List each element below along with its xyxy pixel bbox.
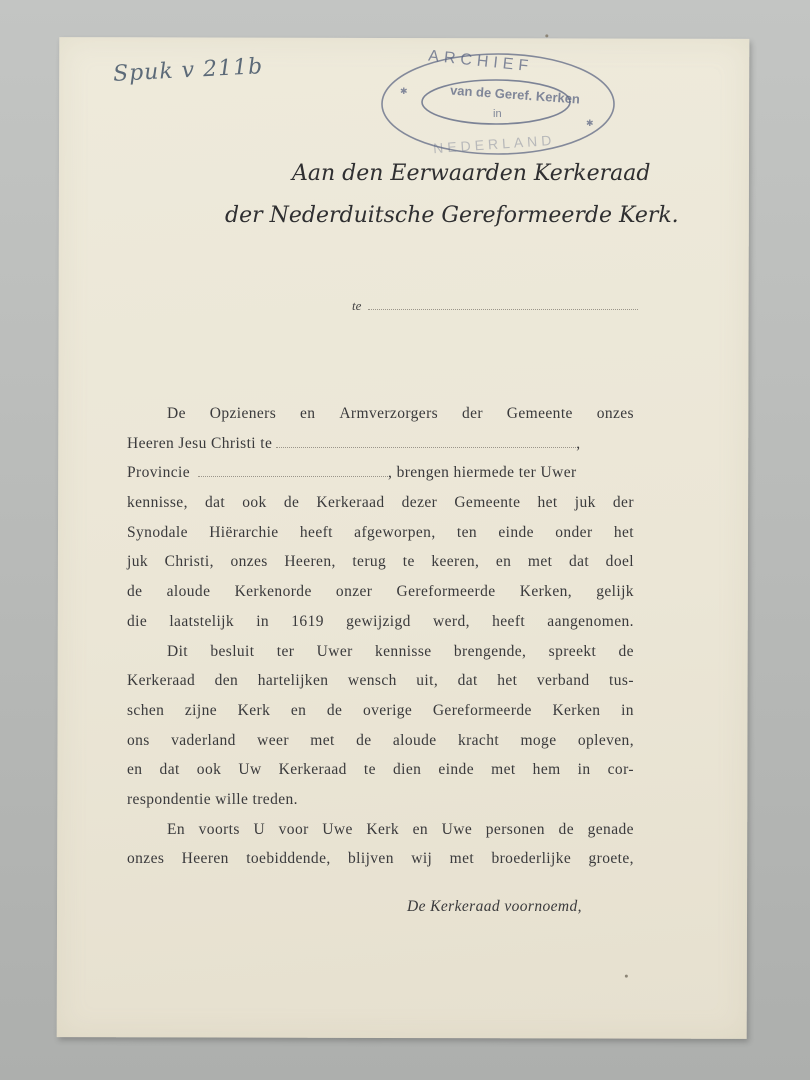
word: tus-: [609, 672, 634, 690]
word: personen: [485, 820, 545, 838]
word: schen: [127, 701, 165, 719]
word: de: [558, 820, 574, 838]
word: werd,: [433, 612, 470, 630]
word: met: [449, 850, 475, 868]
word: Kerken,: [519, 583, 573, 601]
place-label: te: [352, 298, 362, 313]
text-line: [127, 488, 634, 518]
place-blank: [368, 309, 638, 310]
word: onzer: [335, 583, 373, 601]
handwritten-archive-reference: Spuk v 211b: [112, 54, 264, 87]
word: Uwe: [441, 820, 473, 838]
address-line-1: Aan den Eerwaarden Kerkeraad: [292, 161, 651, 186]
word: wensch: [347, 672, 397, 690]
word: spreekt: [548, 642, 597, 660]
word: Kerkeraad: [316, 494, 385, 512]
word: cor-: [607, 761, 634, 779]
word: terug: [352, 553, 387, 571]
word: Kerkeraad: [127, 672, 196, 690]
text-line: [127, 429, 634, 459]
word: heeft: [492, 612, 526, 630]
word: Gemeente: [454, 494, 521, 512]
word: der: [612, 494, 634, 512]
word: Heeren,: [284, 553, 336, 571]
word: en: [127, 761, 143, 779]
word: ook: [242, 494, 267, 512]
signature-line: De Kerkeraad voornoemd,: [407, 898, 582, 915]
word: uit,: [416, 672, 439, 690]
word: de: [127, 583, 143, 601]
word: Gereformeerde: [432, 701, 532, 719]
word: en: [412, 820, 429, 838]
word: dat: [568, 553, 590, 571]
word: genade: [587, 820, 634, 838]
word: ook: [196, 761, 222, 779]
text-line: respondentie wille treden.: [127, 790, 298, 808]
province-blank: [198, 458, 388, 477]
word: U: [253, 820, 266, 838]
text-line: [127, 696, 634, 726]
word: heeft: [299, 523, 333, 541]
word: dat: [457, 672, 478, 690]
text-fragment: Heeren Jesu Christi te: [127, 434, 273, 452]
word: kennisse,: [127, 494, 188, 512]
text-line: [127, 577, 634, 607]
word: blijven: [348, 850, 394, 868]
word: de: [283, 494, 300, 512]
word: kennisse: [375, 642, 432, 660]
word: broederlijke: [491, 850, 572, 868]
congregation-blank: [276, 429, 576, 448]
word: voorts: [198, 820, 240, 838]
word: vaderland: [171, 731, 236, 749]
word: en: [290, 701, 307, 719]
word: verband: [536, 672, 590, 690]
word: der: [461, 405, 483, 422]
word: onzes: [127, 850, 165, 868]
word: einde: [498, 523, 534, 541]
word: Kerkenorde: [234, 583, 312, 601]
word: onder: [555, 523, 593, 541]
word: kracht: [457, 731, 500, 749]
word: Kerk: [237, 701, 271, 719]
word: Dit: [167, 642, 189, 660]
word: en: [300, 405, 316, 422]
word: Gemeente: [506, 405, 573, 422]
text-line: [127, 458, 634, 488]
word: in: [256, 612, 270, 630]
word: en: [495, 553, 512, 571]
word: aangenomen.: [547, 612, 634, 630]
word: Synodale: [127, 523, 188, 541]
word: onzes: [596, 405, 634, 422]
word: Kerken: [552, 701, 601, 719]
stamp-in-text: in: [493, 108, 502, 120]
word: keeren,: [431, 553, 480, 571]
paper-speck: [545, 34, 548, 37]
word: in: [577, 761, 591, 779]
text-line: [127, 518, 634, 548]
word: afgeworpen,: [354, 523, 436, 541]
word: Hiërarchie: [209, 523, 279, 541]
text-line: [127, 607, 634, 637]
text-fragment: Provincie: [127, 464, 191, 482]
word: Uwe: [322, 820, 353, 838]
letter-body: [127, 399, 634, 874]
word: Uw: [238, 761, 262, 779]
text-line: [127, 844, 634, 874]
word: juk: [127, 553, 149, 571]
place-line: [352, 298, 638, 314]
word: met: [491, 761, 516, 779]
word: de: [618, 642, 634, 660]
word: den: [214, 672, 239, 690]
word: ons: [127, 731, 150, 749]
stamp-middle-text: van de Geref. Kerken: [449, 82, 581, 107]
word: gewijzigd: [346, 612, 411, 630]
word: En: [167, 820, 186, 838]
word: overige: [362, 701, 413, 719]
word: opleven,: [577, 731, 634, 749]
address-line-2: der Nederduitsche Gereformeerde Kerk.: [225, 203, 679, 228]
text-fragment: ,: [576, 434, 581, 452]
word: dat: [159, 761, 180, 779]
word: de: [356, 731, 372, 749]
word: het: [613, 523, 634, 541]
word: te: [402, 553, 415, 571]
word: onzes: [230, 553, 268, 571]
svg-text:✱: ✱: [400, 87, 408, 97]
word: het: [537, 494, 558, 512]
stamp-bottom-text: NEDERLAND: [432, 131, 556, 157]
word: Kerk: [366, 820, 399, 838]
word: aloude: [166, 583, 211, 601]
word: brengende,: [453, 642, 527, 660]
word: die: [127, 612, 148, 630]
word: aloude: [392, 731, 437, 749]
word: toebiddende,: [246, 850, 331, 868]
word: dien: [393, 761, 422, 779]
text-line: [127, 726, 634, 756]
word: hartelijken: [257, 672, 329, 690]
word: besluit: [210, 642, 255, 660]
word: doel: [605, 553, 634, 571]
word: dat: [204, 494, 226, 512]
word: het: [497, 672, 518, 690]
word: wij: [411, 850, 433, 868]
word: te: [363, 761, 376, 779]
word: Gereformeerde: [396, 583, 496, 601]
word: juk: [574, 494, 596, 512]
word: ter: [276, 642, 295, 660]
word: dezer: [401, 494, 438, 512]
text-line: [127, 815, 634, 845]
text-line: [127, 637, 634, 667]
word: met: [527, 553, 553, 571]
word: Kerkeraad: [278, 761, 347, 779]
word: groete,: [588, 850, 634, 868]
stamp-top-text: ARCHIEF: [427, 47, 534, 76]
word: einde: [438, 761, 474, 779]
word: in: [621, 701, 634, 719]
word: Uwer: [316, 642, 353, 660]
word: Heeren: [181, 850, 229, 868]
text-fragment: , brengen hiermede ter Uwer: [388, 464, 577, 482]
word: gelijk: [596, 583, 634, 601]
word: hem: [532, 761, 561, 779]
word: voor: [278, 820, 309, 838]
word: weer: [257, 731, 289, 749]
word: Opzieners: [209, 405, 277, 422]
svg-text:✱: ✱: [586, 119, 594, 129]
word: moge: [520, 731, 557, 749]
archive-stamp: [378, 48, 623, 160]
word: ten: [456, 523, 478, 541]
word: 1619: [291, 612, 324, 630]
word: laatstelijk: [169, 612, 235, 630]
text-line: [127, 547, 634, 577]
text-line: [127, 666, 634, 696]
paper-speck: [625, 975, 628, 978]
text-line: [127, 399, 634, 429]
word: Christi,: [164, 553, 214, 571]
text-line: [127, 755, 634, 785]
word: De: [167, 405, 186, 422]
word: met: [310, 731, 335, 749]
word: Armverzorgers: [339, 405, 439, 422]
word: zijne: [184, 701, 218, 719]
word: de: [326, 701, 343, 719]
